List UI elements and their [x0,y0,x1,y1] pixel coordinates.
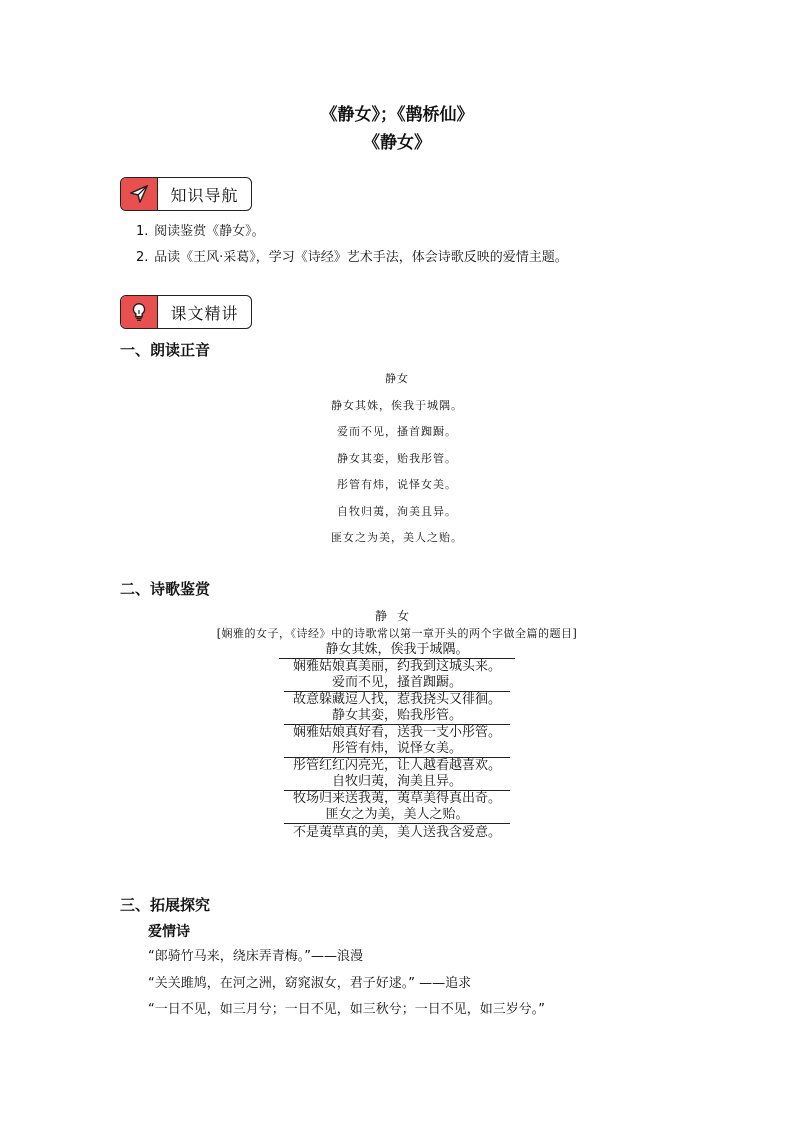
translation-pair [284,725,510,758]
badge-label: 知识导航 [170,185,239,205]
translation-line: 故意躲藏逗人找，惹我挠头又徘徊。 [292,692,501,707]
poem-note: [娴雅的女子，《诗经》中的诗歌常以第一章开头的两个字做全篇的题目] [216,627,578,640]
quote-item: “一日不见，如三月兮；一日不见，如三秋兮；一日不见，如三岁兮。” [148,1002,545,1017]
poem-line: 匪女之为美，美人之贻。 [331,531,463,544]
original-line: 彤管有炜，说怿女美。 [331,741,462,756]
translation-line: 娴雅姑娘真好看，送我一支小彤管。 [292,725,501,740]
original-line: 自牧归荑，洵美且异。 [331,774,462,789]
translation-pair [284,692,510,725]
original-line: 静女其娈，贻我彤管。 [331,708,462,723]
extension-heading: 爱情诗 [148,924,190,940]
translation-pair [284,758,510,791]
poem-reading [0,366,794,552]
text-explain-badge [120,295,252,329]
page-subtitle: 《静女》 [363,133,431,153]
list-item: 1. 阅读鉴赏《静女》。 [136,224,265,239]
translation-pair [284,791,510,824]
section-heading-appreciation: 二、诗歌鉴赏 [120,580,211,598]
poem-appreciation [0,606,794,842]
list-item: 2. 品读《王风·采葛》，学习《诗经》艺术手法，体会诗歌反映的爱情主题。 [136,250,568,265]
quote-item: “郎骑竹马来，绕床弄青梅。”——浪漫 [148,949,363,964]
page-title: 《静女》；《鹊桥仙》 [320,105,474,125]
poem-title: 静女 [385,372,409,385]
poem-line: 爱而不见，搔首踟蹰。 [337,425,457,438]
knowledge-nav-badge [120,177,252,211]
poem-line: 静女其姝，俟我于城隅。 [331,398,463,412]
original-line: 静女其姝，俟我于城隅。 [325,642,469,657]
original-line: 匪女之为美，美人之贻。 [325,807,469,822]
section-heading-reading: 一、朗读正音 [120,341,211,359]
poem-line: 静女其娈，贻我彤管。 [337,451,457,465]
translation-line: 不是荑草真的美，美人送我含爱意。 [292,825,501,840]
extension-block [148,920,545,1024]
translation-pair [284,659,510,692]
original-line: 爱而不见，搔首踟蹰。 [331,675,462,690]
translation-line: 彤管红红闪亮光，让人越看越喜欢。 [292,758,501,773]
quote-item: “关关雎鸠，在河之洲，窈窕淑女，君子好逑。” ——追求 [148,975,472,991]
translation-line: 娴雅姑娘真美丽，约我到这城头来。 [292,659,501,674]
poem-line: 自牧归荑，洵美且异。 [337,504,457,518]
translation-line: 牧场归来送我荑，荑草美得真出奇。 [292,791,501,806]
lightbulb-icon [121,296,158,328]
poem-line: 彤管有炜，说怿女美。 [337,478,457,491]
poem-title: 静女 [374,609,419,623]
translation-pair [279,642,515,659]
section-heading-extension: 三、拓展探究 [120,896,211,914]
paper-plane-icon [121,178,158,210]
objectives-list [136,219,568,271]
badge-label: 课文精讲 [170,303,239,323]
